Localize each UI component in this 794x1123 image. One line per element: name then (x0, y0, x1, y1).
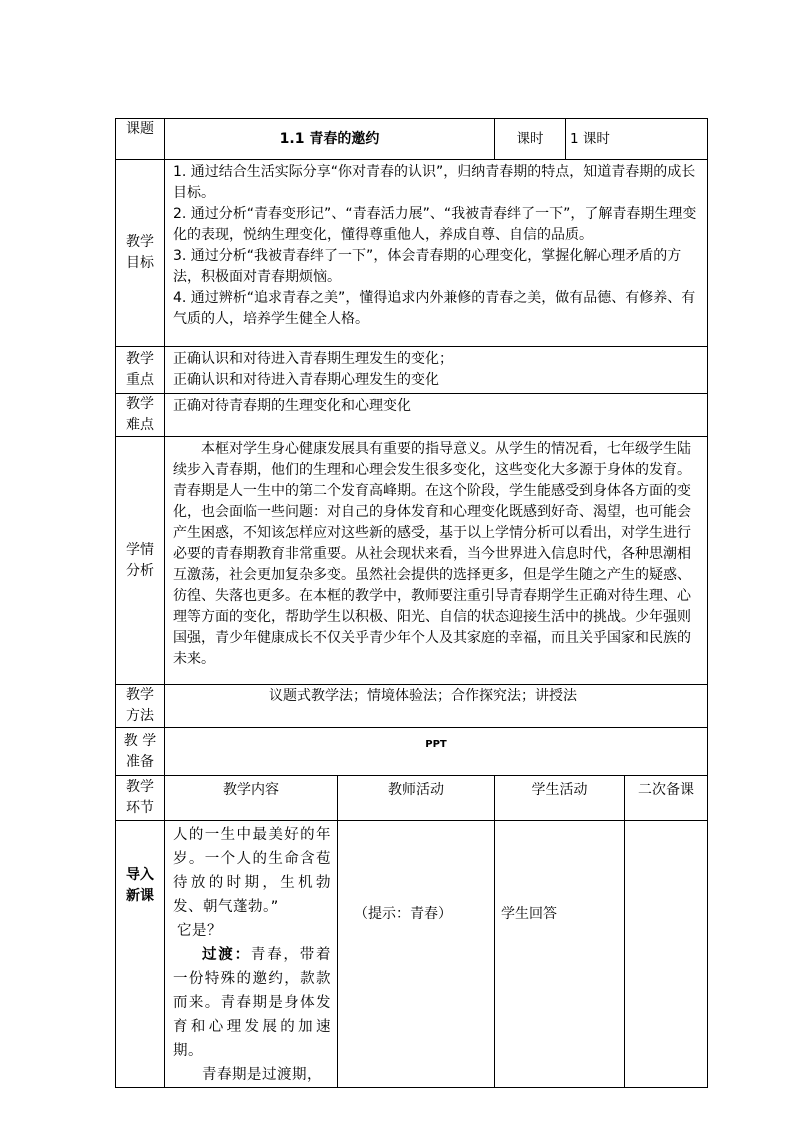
objective-item: 4. 通过辨析“追求青春之美”，懂得追求内外兼修的青春之美，做有品德、有修养、有气质的人，培养学生健全人格。 (173, 290, 696, 327)
lesson-plan-table (115, 118, 708, 1088)
methods-content: 议题式教学法；情境体验法；合作探究法；讲授法 (165, 685, 708, 728)
content-header: 教学内容 (165, 776, 338, 821)
period-label: 课时 (495, 119, 566, 160)
analysis-row (116, 437, 708, 685)
transition-label: 过渡： (202, 947, 251, 963)
preparation-label (116, 728, 165, 776)
preparation-label-line2: 准备 (126, 753, 154, 770)
analysis-label-line2: 分析 (126, 562, 154, 579)
intro-stage-line2: 新课 (126, 888, 154, 904)
stage-header-line1: 教学 (126, 779, 154, 795)
student-activity: 学生回答 (495, 821, 625, 1088)
difficulties-label-line1: 教学 (126, 396, 154, 412)
key-points-content (165, 347, 708, 394)
objectives-label-line2: 目标 (126, 255, 154, 271)
stage-header-line2: 环节 (126, 800, 154, 816)
analysis-content (165, 437, 708, 685)
objective-item: 3. 通过分析“我被青春绊了一下”，体会青春期的心理变化，掌握化解心理矛盾的方法，积极面对青春期烦恼。 (173, 248, 682, 285)
key-point-item: 正确认识和对待进入青春期心理发生的变化 (173, 372, 439, 388)
objective-item: 1. 通过结合生活实际分享“你对青春的认识”，归纳青春期的特点，知道青春期的成长目标。 (173, 164, 696, 201)
difficulties-content: 正确对待青春期的生理变化和心理变化 (165, 394, 708, 437)
key-point-item: 正确认识和对待进入青春期生理发生的变化； (173, 351, 453, 367)
key-points-label-line2: 重点 (126, 372, 154, 388)
lesson-title: 1.1 青春的邀约 (165, 119, 495, 160)
intro-quote: 人的一生中最美好的年岁。一个人的生命含苞待放的时期，生机勃发、朝气蓬勃。” (173, 827, 331, 915)
transition-text: 青春，带着一份特殊的邀约，款款而来。青春期是身体发育和心理发展的加速期。 (173, 947, 332, 1059)
teacher-activity: （提示：青春） (338, 821, 495, 1088)
objectives-content (165, 160, 708, 347)
difficulties-label (116, 394, 165, 437)
objectives-label (116, 160, 165, 347)
topic-label-text: 课题 (126, 121, 154, 137)
preparation-content: PPT (165, 728, 708, 776)
secondary-prep (625, 821, 708, 1088)
difficulties-label-line2: 难点 (126, 417, 154, 433)
period-value: 1 课时 (566, 119, 708, 160)
preparation-label-line1: 教 学 (123, 732, 157, 749)
objective-item: 2. 通过分析“青春变形记”、“青春活力展”、“我被青春绊了一下”，了解青春期生理变化的表现，悦纳生理变化，懂得尊重他人，养成自尊、自信的品质。 (173, 206, 697, 243)
intro-stage-line1: 导入 (126, 867, 154, 883)
secondary-prep-header: 二次备课 (625, 776, 708, 821)
student-activity-header: 学生活动 (495, 776, 625, 821)
analysis-label (116, 437, 165, 685)
key-points-label-line1: 教学 (126, 351, 154, 367)
objectives-label-line1: 教学 (126, 234, 154, 250)
methods-label-line2: 方法 (126, 708, 154, 724)
analysis-paragraph: 本框对学生身心健康发展具有重要的指导意义。从学生的情况看，七年级学生陆续步入青春期，他们的生理和心理会发生很多变化，这些变化大多源于身体的发育。青春期是人一生中的第二个发育高峰期。在这个阶段，学生能感受到身体各方面的变化，也会面临一些问题：对自己的身体发育和心理变化既感到好奇、渴望，也可能会产生困惑，不知该怎样应对这些新的感受，基于以上学情分析可以看出，对学生进行必要的青春期教育非常重要。从社会现状来看，当今世界进入信息时代，各种思潮相互激荡，社会更加复杂多变。虽然社会提供的选择更多，但是学生随之产生的疑惑、彷徨、失落也更多。在本框的教学中，教师要注重引导青春期学生正确对待生理、心理等方面的变化，帮助学生以积极、阳光、自信的状态迎接生活中的挑战。少年强则国强，青少年健康成长不仅关乎青少年个人及其家庭的幸福，而且关乎国家和民族的未来。 (173, 441, 691, 667)
intro-question: 它是？ (177, 923, 222, 939)
preparation-row (116, 728, 708, 776)
intro-transition (173, 943, 331, 1063)
column-header-row (116, 776, 708, 821)
key-points-row (116, 347, 708, 394)
analysis-label-line1: 学情 (126, 541, 154, 558)
methods-label (116, 685, 165, 728)
topic-label (116, 119, 165, 160)
stage-header (116, 776, 165, 821)
title-row (116, 119, 708, 160)
methods-row (116, 685, 708, 728)
intro-row (116, 821, 708, 1088)
objectives-row (116, 160, 708, 347)
teacher-activity-header: 教师活动 (338, 776, 495, 821)
intro-stage (116, 821, 165, 1088)
methods-label-line1: 教学 (126, 687, 154, 703)
key-points-label (116, 347, 165, 394)
difficulties-row (116, 394, 708, 437)
intro-content (165, 821, 338, 1088)
intro-last-line: 青春期是过渡期， (202, 1067, 322, 1083)
